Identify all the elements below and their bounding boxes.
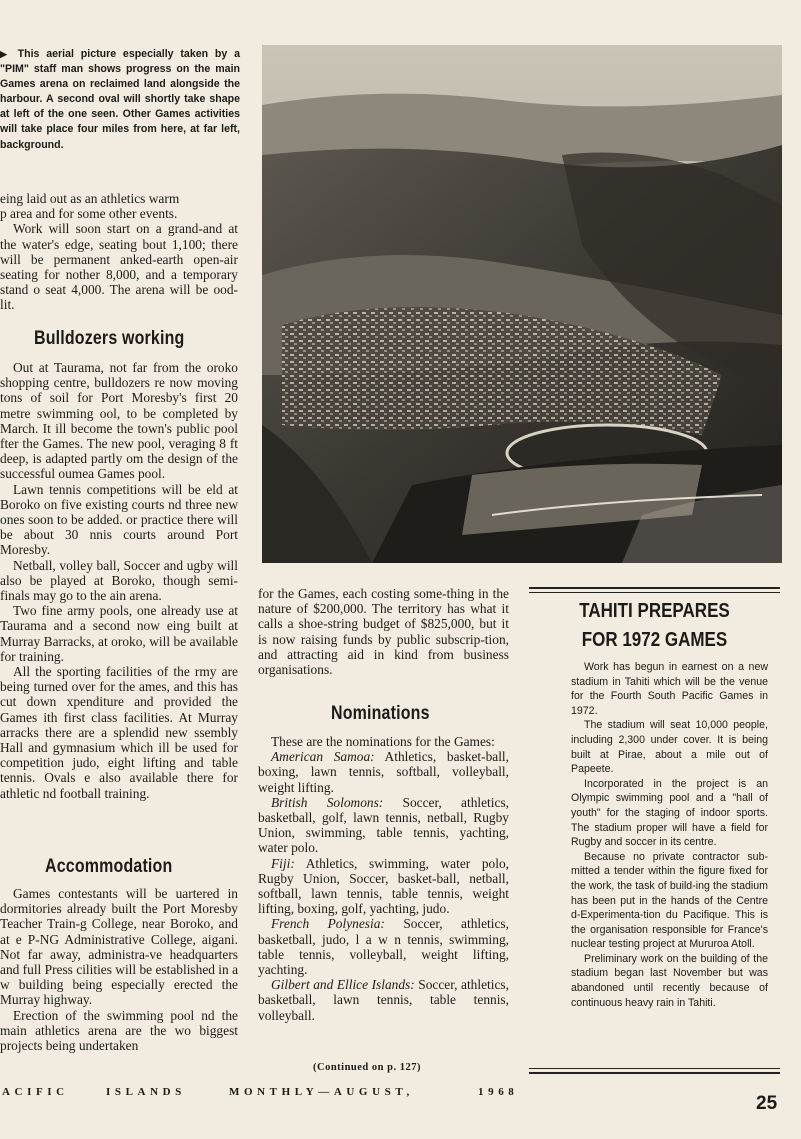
photo-caption — [0, 47, 240, 153]
column-middle-bottom — [258, 734, 509, 1023]
nomination-country: Fiji: — [271, 855, 295, 871]
nomination-sports: Soccer, athletics, basketball, judo, l a w n tennis, swimming, table tennis, volleyball, weight lifting, yachting. — [258, 916, 509, 978]
column-left-middle — [0, 360, 238, 801]
nomination-sports: Soccer, athletics, basketball, golf, lawn tennis, netball, Rugby Union, swimming, table tennis, yachting, water polo. — [258, 794, 509, 856]
footer-year: 1968 — [478, 1086, 519, 1098]
footer-word-islands: ISLANDS — [106, 1086, 186, 1098]
page-number: 25 — [756, 1093, 778, 1114]
tahiti-paragraph: Incorporated in the project is an Olympic swimming pool and a "hall of youth" for the staging of indoor sports. The stadium proper will have a field for Rugby and soccer in its centre. — [571, 777, 768, 849]
heading-nominations: Nominations — [331, 702, 430, 724]
paragraph-army-pools: Two fine army pools, one already use at Taurama and a second now eing built at Murray Barracks, at oroko, will be available for training. — [0, 603, 238, 664]
paragraph-netball: Netball, volley ball, Soccer and ugby will also be played at Boroko, though semi-finals may go to the ain arena. — [0, 557, 238, 604]
nomination-british-solomons — [258, 795, 509, 856]
paragraph-lawn-tennis: Lawn tennis competitions will be eld at Boroko on five existing courts nd three new ones soon to be added. or practice there will be about 30 nnis courts around Port Moresby. — [0, 481, 238, 558]
intro-line-2: p area and for some other events. — [0, 206, 178, 222]
tahiti-top-rule-thin — [529, 592, 780, 593]
caption-text: This aerial picture especially taken by a "PIM" staff man shows progress on the main Games arena on reclaimed land alongside the harbour. A second oval will shortly take shape at left of the one seen. Other Games activities will take place four miles from here, at far left, background. — [0, 48, 240, 151]
paragraph-grandstand: Work will soon start on a grand-and at the water's edge, seating bout 1,100; there will be permanent anked-earth open-air seating for nother 8,000, and a temporary stand o seat 4,000. The arena will be ood-lit. — [0, 221, 238, 313]
nomination-fiji — [258, 856, 509, 917]
tahiti-title-line-2: FOR 1972 GAMES — [581, 629, 728, 651]
tahiti-title-line-1: TAHITI PREPARES — [579, 600, 730, 622]
continued-note: (Continued on p. 127) — [313, 1062, 421, 1073]
tahiti-top-rule — [529, 587, 780, 589]
heading-accommodation: Accommodation — [45, 855, 173, 877]
nomination-country: British Solomons: — [271, 794, 384, 810]
nomination-french-polynesia — [258, 916, 509, 977]
column-left-bottom — [0, 886, 238, 1053]
tahiti-bottom-rule-thin — [529, 1068, 780, 1069]
aerial-photo — [262, 45, 782, 563]
paragraph-contestants: Games contestants will be uartered in dormitories already built the Port Moresby Teacher Train-g College, near Boroko, and at e P-NG Administrative College, aigani. Not far away, administra-ve headquarters and full Press cilities will be established in a w building being especially erected the Murray highway. — [0, 886, 239, 1008]
nomination-gilbert-ellice — [258, 977, 509, 1023]
aerial-photo-image — [262, 45, 782, 563]
nomination-country: American Samoa: — [271, 749, 375, 765]
tahiti-paragraph: Because no private contractor sub-mitted a tender within the figure fixed for the work, the task of build-ing the stadium has been put in the hands of the Centre d-Experimenta-tion du Pacifique. This is the organisation responsible for France's nuclear testing project at Mururoa Atoll. — [571, 850, 768, 951]
tahiti-paragraph: The stadium will seat 10,000 people, including 2,300 under cover. It is being built at Pirae, about a mile out of Papeete. — [571, 719, 768, 776]
tahiti-paragraph: Preliminary work on the building of the stadium began last November but was abandoned until recently because of continuous heavy rain in Tahiti. — [571, 952, 768, 1009]
paragraph-facilities: All the sporting facilities of the rmy are being turned over for the ames, and this has cut down xpenditure and provided the Games ith first class facilities. At Murray arracks there are a splendid new ssembly Hall and gymnasium which ill be used for competition judo, eight lifting and table tennis. Ovals e also available there for athletic nd football training. — [0, 664, 238, 801]
paragraph-erection: Erection of the swimming pool nd the main athletics arena are the wo biggest projects being undertaken — [0, 1007, 238, 1054]
paragraph-funding: for the Games, each costing some-thing in the nature of $200,000. The territory has what it calls a shoe-string budget of $825,000, but it is now raising funds by public subscrip-tion, and attracting aid in kind from business organisations. — [258, 586, 509, 678]
caption-bullet: ▶ — [0, 49, 11, 59]
tahiti-bottom-rule — [529, 1072, 780, 1074]
intro-line-1: eing laid out as an athletics warm — [0, 191, 180, 206]
column-middle-top — [258, 586, 509, 677]
tahiti-paragraph: Work has begun in earnest on a new stadium in Tahiti which will be the venue for the Fourth South Pacific Games in 1972. — [571, 661, 768, 717]
nomination-country: French Polynesia: — [271, 916, 385, 932]
nomination-sports: Athletics, basket-ball, boxing, lawn tennis, softball, volleyball, weight lifting. — [258, 749, 509, 795]
nomination-country: Gilbert and Ellice Islands: — [271, 977, 415, 993]
column-left-top — [0, 191, 238, 313]
tahiti-article-body — [571, 660, 768, 1010]
nomination-sports: Athletics, swimming, water polo, Rugby Union, Soccer, basket-ball, netball, softball, lawn tennis, table tennis, weight lifting, boxing, golf, yachting, judo. — [258, 855, 509, 917]
paragraph-nominations-intro: These are the nominations for the Games: — [271, 734, 495, 749]
heading-bulldozers: Bulldozers working — [34, 327, 185, 349]
footer-word-pacific: ACIFIC — [2, 1086, 69, 1098]
nomination-sports: Soccer, athletics, basketball, lawn tennis, table tennis, volleyball. — [258, 977, 509, 1023]
paragraph-taurama: Out at Taurama, not far from the oroko shopping centre, bulldozers re now moving tons of soil for Port Moresby's first 20 metre swimming ool, to be completed by March. It ill become the town's public pool fter the Games. The new pool, veraging 8 ft deep, is adapted partly om the design of the successful oumea Games pool. — [0, 360, 238, 482]
footer-word-monthly: MONTHLY—AUGUST, — [229, 1086, 414, 1098]
nomination-american-samoa — [258, 749, 509, 795]
